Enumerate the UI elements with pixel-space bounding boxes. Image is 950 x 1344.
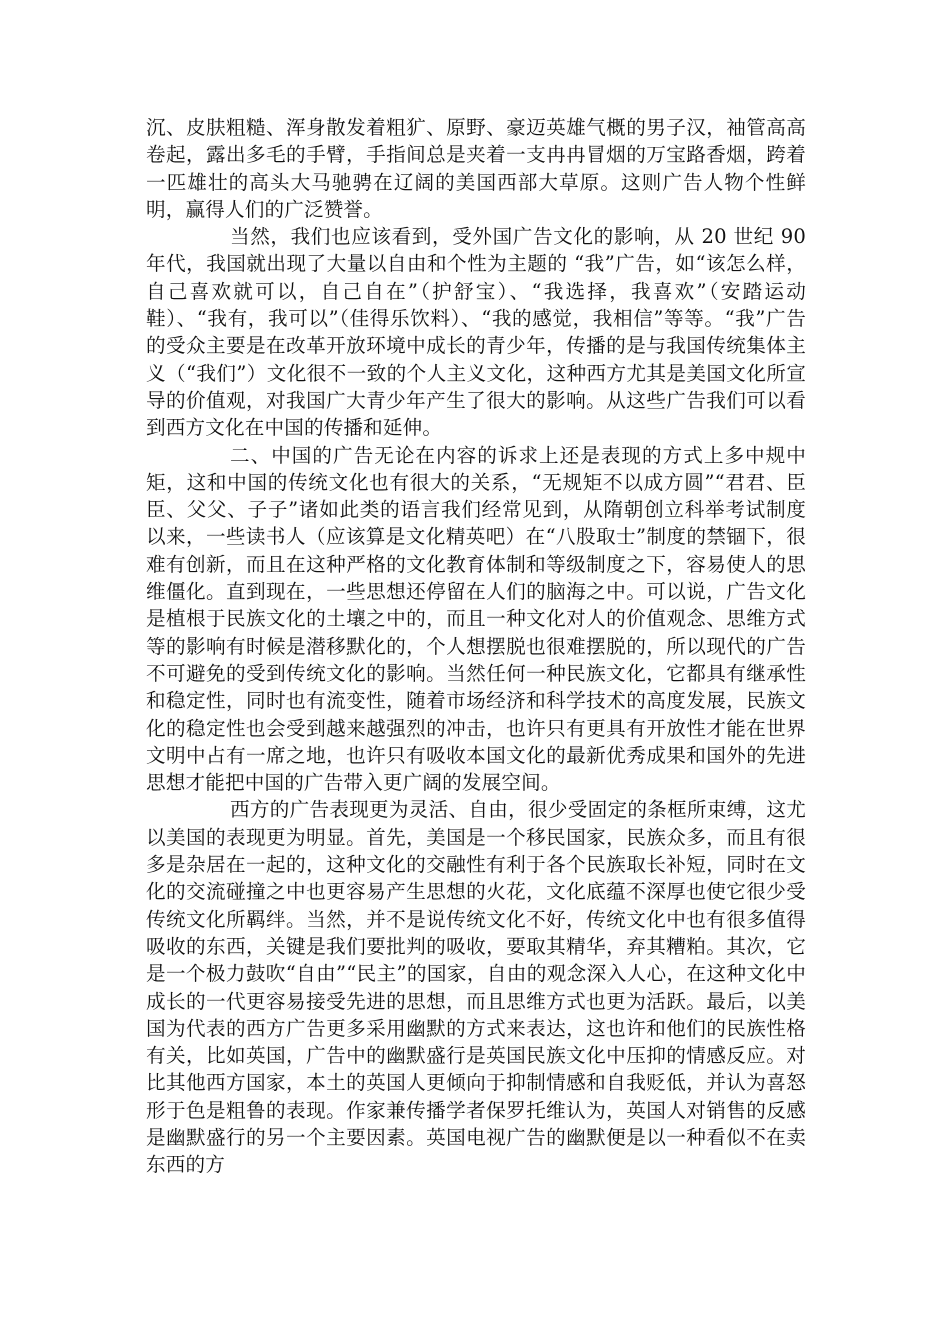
paragraph-4: 西方的广告表现更为灵活、自由，很少受固定的条框所束缚，这尤以美国的表现更为明显。首先，美国是一个移民国家，民族众多，而且有很多是杂居在一起的，这种文化的交融性有利于各个民族取长补短，同时在文化的交流碰撞之中也更容易产生思想的火花，文化底蕴不深厚也使它很少受传统文化所羁绊。当然，并不是说传统文化不好，传统文化中也有很多值得吸收的东西，关键是我们要批判的吸收，要取其精华，弃其糟粕。其次，它是一个极力鼓吹“自由”“民主”的国家，自由的观念深入人心，在这种文化中成长的一代更容易接受先进的思想，而且思维方式也更为活跃。最后，以美国为代表的西方广告更多采用幽默的方式来表达，这也许和他们的民族性格有关，比如英国，广告中的幽默盛行是英国民族文化中压抑的情感反应。对比其他西方国家，本土的英国人更倾向于抑制情感和自我贬低，并认为喜怒形于色是粗鲁的表现。作家兼传播学者保罗托维认为，英国人对销售的反感是幽默盛行的另一个主要因素。英国电视广告的幽默便是以一种看似不在卖东西的方 [146,798,806,1177]
paragraph-2: 当然，我们也应该看到，受外国广告文化的影响，从 20 世纪 90 年代，我国就出现了大量以自由和个性为主题的 “我”广告，如“该怎么样，自己喜欢就可以，自己自在”（护舒宝）、“我选择，我喜欢”（安踏运动鞋）、“我有，我可以”（佳得乐饮料）、“我的感觉，我相信”等等。“我”广告的受众主要是在改革开放环境中成长的青少年，传播的是与我国传统集体主义（“我们”）文化很不一致的个人主义文化，这种西方尤其是美国文化所宣导的价值观，对我国广大青少年产生了很大的影响。从这些广告我们可以看到西方文化在中国的传播和延伸。 [146,225,806,440]
paragraph-3: 二、中国的广告无论在内容的诉求上还是表现的方式上多中规中矩，这和中国的传统文化也有很大的关系，“无规矩不以成方圆”“君君、臣臣、父父、子子”诸如此类的语言我们经常见到，从隋朝创立科举考试制度以来，一些读书人（应该算是文化精英吧）在“八股取士”制度的禁锢下，很难有创新，而且在这种严格的文化教育体制和等级制度之下，容易使人的思维僵化。直到现在，一些思想还停留在人们的脑海之中。可以说，广告文化是植根于民族文化的土壤之中的，而且一种文化对人的价值观念、思维方式等的影响有时候是潜移默化的，个人想摆脱也很难摆脱的，所以现代的广告不可避免的受到传统文化的影响。当然任何一种民族文化，它都具有继承性和稳定性，同时也有流变性，随着市场经济和科学技术的高度发展，民族文化的稳定性也会受到越来越强烈的冲击，也许只有更具有开放性才能在世界文明中占有一席之地，也许只有吸收本国文化的最新优秀成果和国外的先进思想才能把中国的广告带入更广阔的发展空间。 [146,443,806,795]
body-text [146,114,806,1179]
paragraph-1: 沉、皮肤粗糙、浑身散发着粗犷、原野、豪迈英雄气概的男子汉，袖管高高卷起，露出多毛的手臂，手指间总是夹着一支冉冉冒烟的万宝路香烟，跨着一匹雄壮的高头大马驰骋在辽阔的美国西部大草原。这则广告人物个性鲜明，赢得人们的广泛赞誉。 [146,116,806,221]
